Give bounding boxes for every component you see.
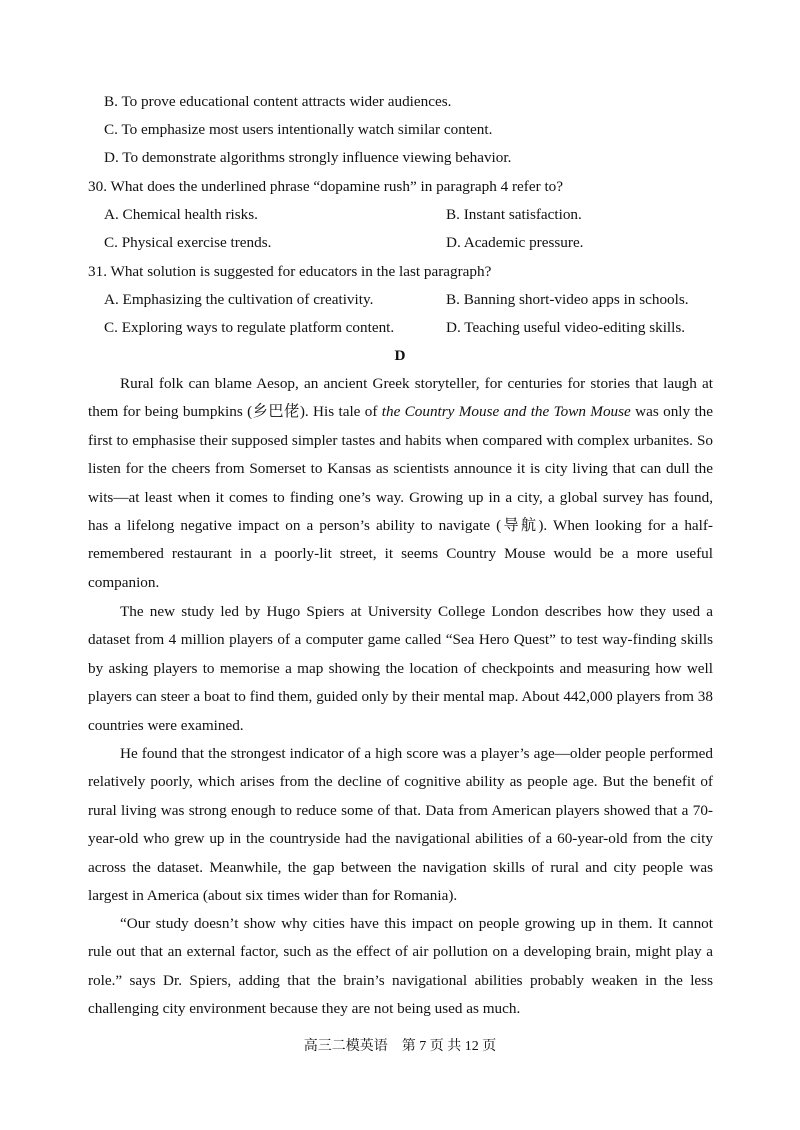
q31-option-d: D. Teaching useful video-editing skills. — [446, 319, 686, 336]
q29-option-c: C. To emphasize most users intentionally watch similar content. — [104, 121, 493, 138]
q31-stem: 31. What solution is suggested for educators in the last paragraph? — [88, 263, 492, 280]
passage-paragraph-2: The new study led by Hugo Spiers at University College London describes how they used a dataset from 4 million players of a computer game called “Sea Hero Quest” to test way-finding skills by asking players to memorise a map showing the location of checkpoints and measuring how well players can steer a boat to find them, guided only by their mental map. About 442,000 players from 38 countries were examined. — [88, 603, 713, 734]
page-footer: 高三二模英语 第 7 页 共 12 页 — [303, 1039, 497, 1054]
q31-option-a: A. Emphasizing the cultivation of creativity. — [104, 291, 374, 308]
q30-option-d: D. Academic pressure. — [446, 234, 584, 251]
p1-text-b: was only the first to emphasise their supposed simpler tastes and habits when compared with complex urbanites. So listen for the cheers from Somerset to Kansas as scientists announce it is city living that can dull the wits—at least when it comes to finding one’s way. Growing up in a city, a global survey has found, has a lifelong negative impact on a person’s ability to navigate (导航). When looking for a half-remembered restaurant in a poorly-lit street, it seems Country Mouse would be a more useful companion. — [88, 403, 714, 591]
q30-option-a: A. Chemical health risks. — [104, 206, 258, 223]
story-title: the Country Mouse and the Town Mouse — [381, 403, 631, 421]
q30-option-c: C. Physical exercise trends. — [104, 234, 272, 251]
passage-paragraph-1 — [88, 370, 713, 597]
passage-paragraph-4: “Our study doesn’t show why cities have this impact on people growing up in them. It cannot rule out that an external factor, such as the effect of air pollution on a developing brain, might play a role.” says Dr. Spiers, adding that the brain’s navigational abilities probably weaken in the less challenging city environment because they are not being used as much. — [88, 915, 713, 1018]
passage-paragraph-3: He found that the strongest indicator of a high score was a player’s age—older people performed relatively poorly, which arises from the decline of cognitive ability as people age. But the benefit of rural living was strong enough to reduce some of that. Data from American players showed that a 70-year-old who grew up in the countryside had the navigational abilities of a 60-year-old from the city across the dataset. Meanwhile, the gap between the navigation skills of rural and city people was largest in America (about six times wider than for Romania). — [88, 745, 713, 905]
q31-option-c: C. Exploring ways to regulate platform content. — [104, 319, 395, 336]
q31-option-b: B. Banning short-video apps in schools. — [446, 291, 689, 308]
p1-text-a: Rural folk can blame Aesop, an ancient Greek storyteller, for centuries for stories that laugh at them for being bumpkins (乡巴佬). His tale of — [88, 375, 713, 421]
q29-option-b: B. To prove educational content attracts wider audiences. — [104, 93, 452, 110]
q29-option-d: D. To demonstrate algorithms strongly influence viewing behavior. — [104, 149, 512, 166]
q30-stem: 30. What does the underlined phrase “dopamine rush” in paragraph 4 refer to? — [88, 178, 563, 195]
q30-option-b: B. Instant satisfaction. — [446, 206, 582, 223]
section-letter: D — [394, 347, 406, 364]
